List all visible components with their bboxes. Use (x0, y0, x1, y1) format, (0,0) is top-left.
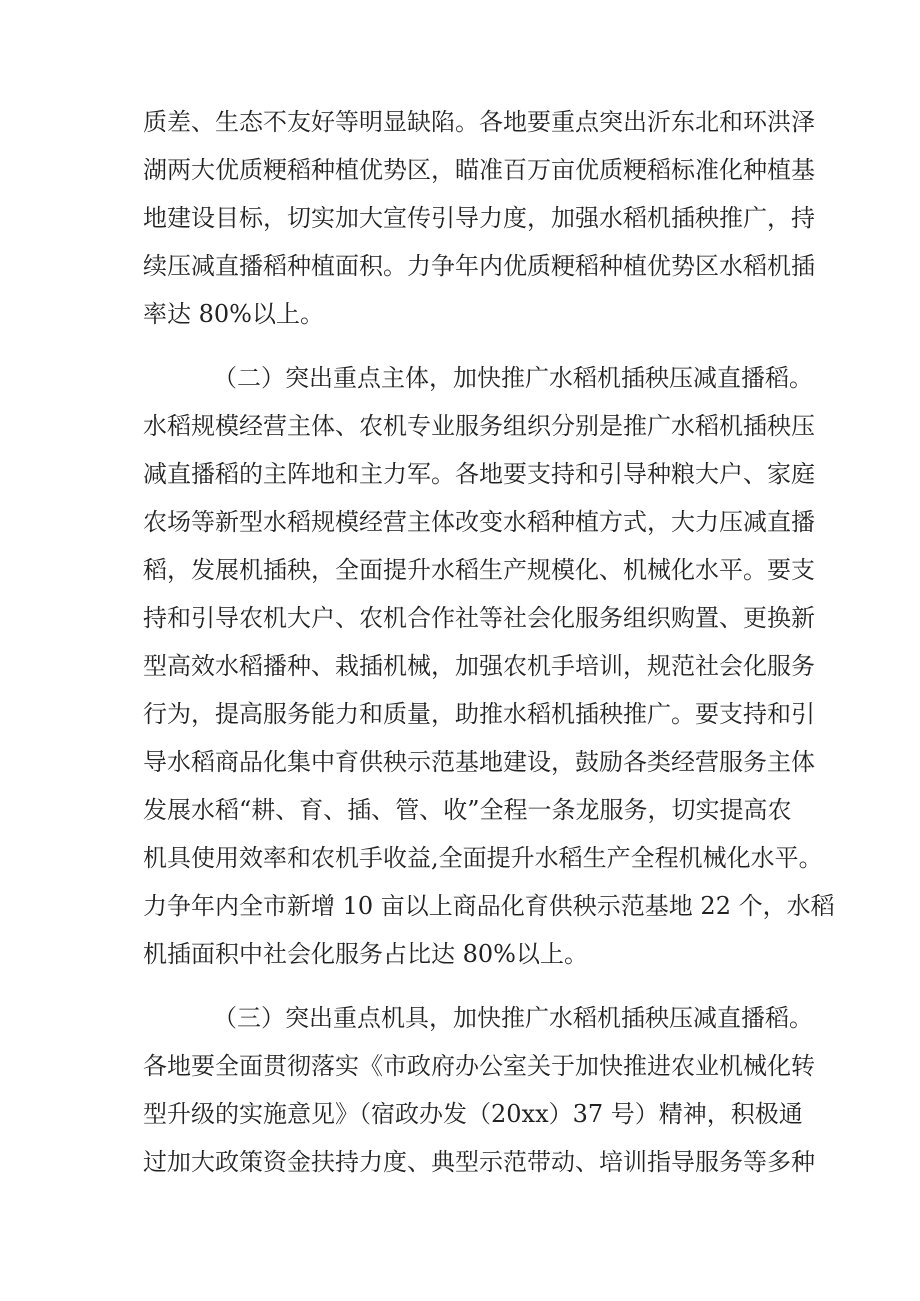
paragraph-2-line-8: 行为，提高服务能力和质量，助推水稻机插秧推广。要支持和引 (143, 700, 815, 728)
paragraph-2-line-10: 发展水稻“耕、育、插、管、收”全程一条龙服务，切实提高农 (143, 796, 792, 824)
paragraph-2-heading-line: （二）突出重点主体，加快推广水稻机插秧压减直播稻。 (213, 364, 813, 392)
paragraph-3-line-3: 型升级的实施意见》（宿政办发（20xx）37 号）精神，积极通 (143, 1100, 803, 1128)
paragraph-2-line-13: 机插面积中社会化服务占比达 80%以上。 (143, 940, 588, 968)
paragraph-1-line-1: 质差、生态不友好等明显缺陷。各地要重点突出沂东北和环洪泽 (143, 108, 815, 136)
paragraph-3-heading-line: （三）突出重点机具，加快推广水稻机插秧压减直播稻。 (213, 1004, 813, 1032)
paragraph-1-line-2: 湖两大优质粳稻种植优势区，瞄准百万亩优质粳稻标准化种植基 (143, 156, 815, 184)
paragraph-3-line-2: 各地要全面贯彻落实《市政府办公室关于加快推进农业机械化转 (143, 1052, 815, 1080)
paragraph-2-line-7: 型高效水稻播种、栽插机械，加强农机手培训，规范社会化服务 (143, 652, 815, 680)
paragraph-2-line-9: 导水稻商品化集中育供秧示范基地建设，鼓励各类经营服务主体 (143, 748, 815, 776)
paragraph-2-line-11: 机具使用效率和农机手收益,全面提升水稻生产全程机械化水平。 (143, 844, 823, 872)
paragraph-1-line-4: 续压减直播稻种植面积。力争年内优质粳稻种植优势区水稻机插 (143, 252, 815, 280)
paragraph-2-line-4: 农场等新型水稻规模经营主体改变水稻种植方式，大力压减直播 (143, 508, 815, 536)
paragraph-2-line-5: 稻，发展机插秧，全面提升水稻生产规模化、机械化水平。要支 (143, 556, 815, 584)
paragraph-2-line-6: 持和引导农机大户、农机合作社等社会化服务组织购置、更换新 (143, 604, 815, 632)
paragraph-2-line-2: 水稻规模经营主体、农机专业服务组织分别是推广水稻机插秧压 (143, 412, 815, 440)
paragraph-2-line-3: 减直播稻的主阵地和主力军。各地要支持和引导种粮大户、家庭 (143, 460, 815, 488)
paragraph-1-line-3: 地建设目标，切实加大宣传引导力度，加强水稻机插秧推广，持 (143, 204, 815, 232)
paragraph-3-line-4: 过加大政策资金扶持力度、典型示范带动、培训指导服务等多种 (143, 1148, 815, 1176)
paragraph-2-line-12: 力争年内全市新增 10 亩以上商品化育供秧示范基地 22 个，水稻 (143, 892, 835, 920)
paragraph-1-line-5: 率达 80%以上。 (143, 300, 324, 328)
